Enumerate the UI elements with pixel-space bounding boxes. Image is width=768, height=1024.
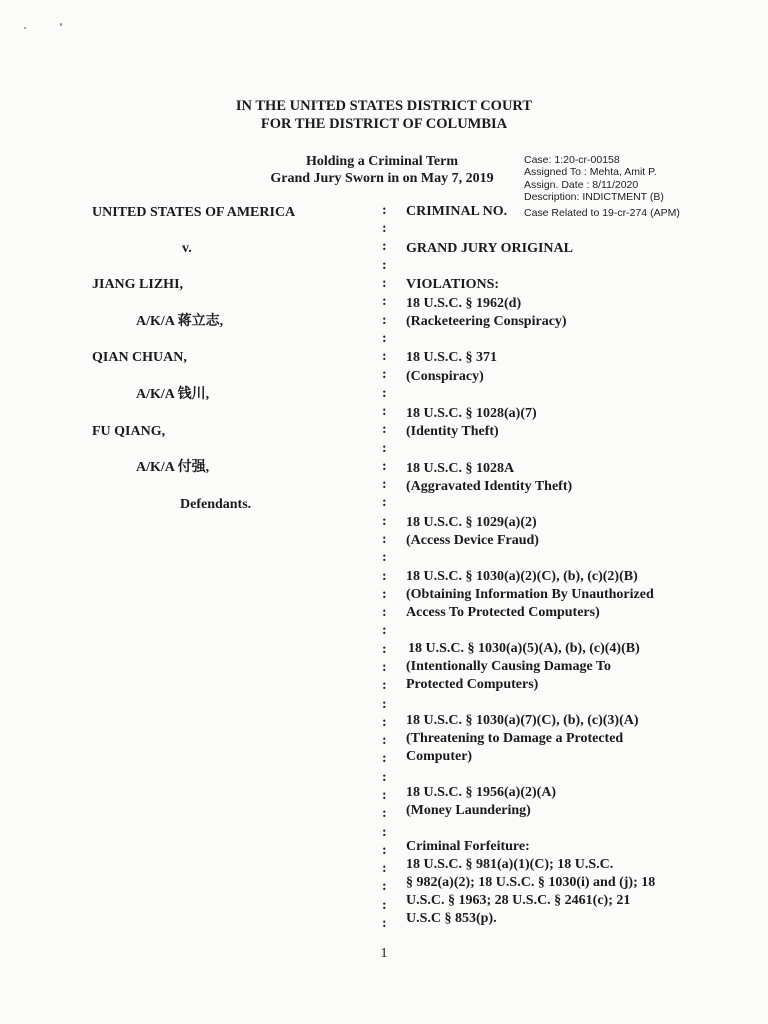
violation-7-description-line2: Protected Computers) <box>406 677 539 692</box>
colon: : <box>382 569 387 584</box>
colon: : <box>382 221 387 236</box>
grand-jury-original: GRAND JURY ORIGINAL <box>406 241 573 256</box>
violations-heading: VIOLATIONS: <box>406 277 500 292</box>
defendant-2-alias: A/K/A 钱川, <box>136 387 210 402</box>
violation-4-description: (Aggravated Identity Theft) <box>406 479 573 494</box>
colon: : <box>382 605 387 620</box>
violation-8-statute: 18 U.S.C. § 1030(a)(7)(C), (b), (c)(3)(A) <box>406 713 639 728</box>
plaintiff-name: UNITED STATES OF AMERICA <box>92 205 296 220</box>
colon: : <box>382 898 387 913</box>
colon: : <box>382 294 387 309</box>
violation-6-description-line1: (Obtaining Information By Unauthorized <box>406 587 654 602</box>
violation-3-statute: 18 U.S.C. § 1028(a)(7) <box>406 406 537 421</box>
colon: : <box>382 678 387 693</box>
colon: : <box>382 697 387 712</box>
colon: : <box>382 313 387 328</box>
scan-speck <box>24 27 26 29</box>
stamp-description: Description: INDICTMENT (B) <box>524 191 664 204</box>
colon: : <box>382 404 387 419</box>
violation-1-description: (Racketeering Conspiracy) <box>406 314 567 329</box>
defendant-1-name: JIANG LIZHI, <box>92 277 184 292</box>
criminal-term-line1: Holding a Criminal Term <box>305 154 459 169</box>
violation-6-description-line2: Access To Protected Computers) <box>406 605 600 620</box>
colon: : <box>382 367 387 382</box>
colon: : <box>382 642 387 657</box>
violation-9-description: (Money Laundering) <box>406 803 531 818</box>
colon: : <box>382 276 387 291</box>
violation-8-description-line2: Computer) <box>406 749 473 764</box>
colon: : <box>382 258 387 273</box>
forfeiture-line4: U.S.C § 853(p). <box>406 911 497 926</box>
court-heading-line2: FOR THE DISTRICT OF COLUMBIA <box>260 116 508 132</box>
violation-5-description: (Access Device Fraud) <box>406 533 539 548</box>
colon: : <box>382 550 387 565</box>
colon: : <box>382 861 387 876</box>
violation-4-statute: 18 U.S.C. § 1028A <box>406 461 515 476</box>
criminal-number-label: CRIMINAL NO. <box>406 204 508 219</box>
versus-label: v. <box>182 241 192 256</box>
colon: : <box>382 441 387 456</box>
defendants-label: Defendants. <box>180 497 252 512</box>
defendant-2-name: QIAN CHUAN, <box>92 350 187 365</box>
forfeiture-line2: § 982(a)(2); 18 U.S.C. § 1030(i) and (j); 18 <box>406 875 656 890</box>
colon: : <box>382 623 387 638</box>
court-heading-line1: IN THE UNITED STATES DISTRICT COURT <box>235 98 533 114</box>
violation-1-statute: 18 U.S.C. § 1962(d) <box>406 296 522 311</box>
colon: : <box>382 843 387 858</box>
defendant-3-alias: A/K/A 付强, <box>136 460 210 475</box>
colon: : <box>382 825 387 840</box>
colon: : <box>382 239 387 254</box>
criminal-term-block <box>242 153 522 187</box>
colon: : <box>382 477 387 492</box>
colon: : <box>382 660 387 675</box>
stamp-related-case: Case Related to 19-cr-274 (APM) <box>524 207 680 219</box>
forfeiture-heading: Criminal Forfeiture: <box>406 839 530 854</box>
colon: : <box>382 788 387 803</box>
scan-speck <box>60 23 62 26</box>
colon: : <box>382 331 387 346</box>
defendant-1-alias: A/K/A 蒋立志, <box>136 314 224 329</box>
colon: : <box>382 733 387 748</box>
stamp-assigned-judge: Assigned To : Mehta, Amit P. <box>524 166 657 179</box>
colon: : <box>382 715 387 730</box>
colon: : <box>382 806 387 821</box>
violation-2-statute: 18 U.S.C. § 371 <box>406 350 498 365</box>
colon: : <box>382 422 387 437</box>
violation-6-statute: 18 U.S.C. § 1030(a)(2)(C), (b), (c)(2)(B) <box>406 569 638 584</box>
colon: : <box>382 770 387 785</box>
colon: : <box>382 203 387 218</box>
stamp-assign-date: Assign. Date : 8/11/2020 <box>524 178 639 191</box>
colon: : <box>382 879 387 894</box>
defendant-3-name: FU QIANG, <box>92 424 166 439</box>
violation-7-statute: 18 U.S.C. § 1030(a)(5)(A), (b), (c)(4)(B) <box>408 641 640 656</box>
criminal-term-line2: Grand Jury Sworn in on May 7, 2019 <box>270 171 494 186</box>
colon: : <box>382 751 387 766</box>
violation-8-description-line1: (Threatening to Damage a Protected <box>406 731 624 746</box>
forfeiture-line3: U.S.C. § 1963; 28 U.S.C. § 2461(c); 21 <box>406 893 631 908</box>
colon: : <box>382 495 387 510</box>
violation-9-statute: 18 U.S.C. § 1956(a)(2)(A) <box>406 785 557 800</box>
violation-5-statute: 18 U.S.C. § 1029(a)(2) <box>406 515 537 530</box>
forfeiture-line1: 18 U.S.C. § 981(a)(1)(C); 18 U.S.C. <box>406 857 614 872</box>
colon: : <box>382 587 387 602</box>
colon: : <box>382 532 387 547</box>
stamp-case-number: Case: 1:20-cr-00158 <box>524 154 620 166</box>
page-number: 1 <box>380 946 388 961</box>
court-heading <box>0 97 768 133</box>
violation-7-description-line1: (Intentionally Causing Damage To <box>406 659 611 674</box>
violation-2-description: (Conspiracy) <box>406 369 484 384</box>
case-assignment-stamp <box>524 154 664 204</box>
colon: : <box>382 459 387 474</box>
colon: : <box>382 349 387 364</box>
colon: : <box>382 916 387 931</box>
colon: : <box>382 514 387 529</box>
colon: : <box>382 386 387 401</box>
violation-3-description: (Identity Theft) <box>406 424 499 439</box>
